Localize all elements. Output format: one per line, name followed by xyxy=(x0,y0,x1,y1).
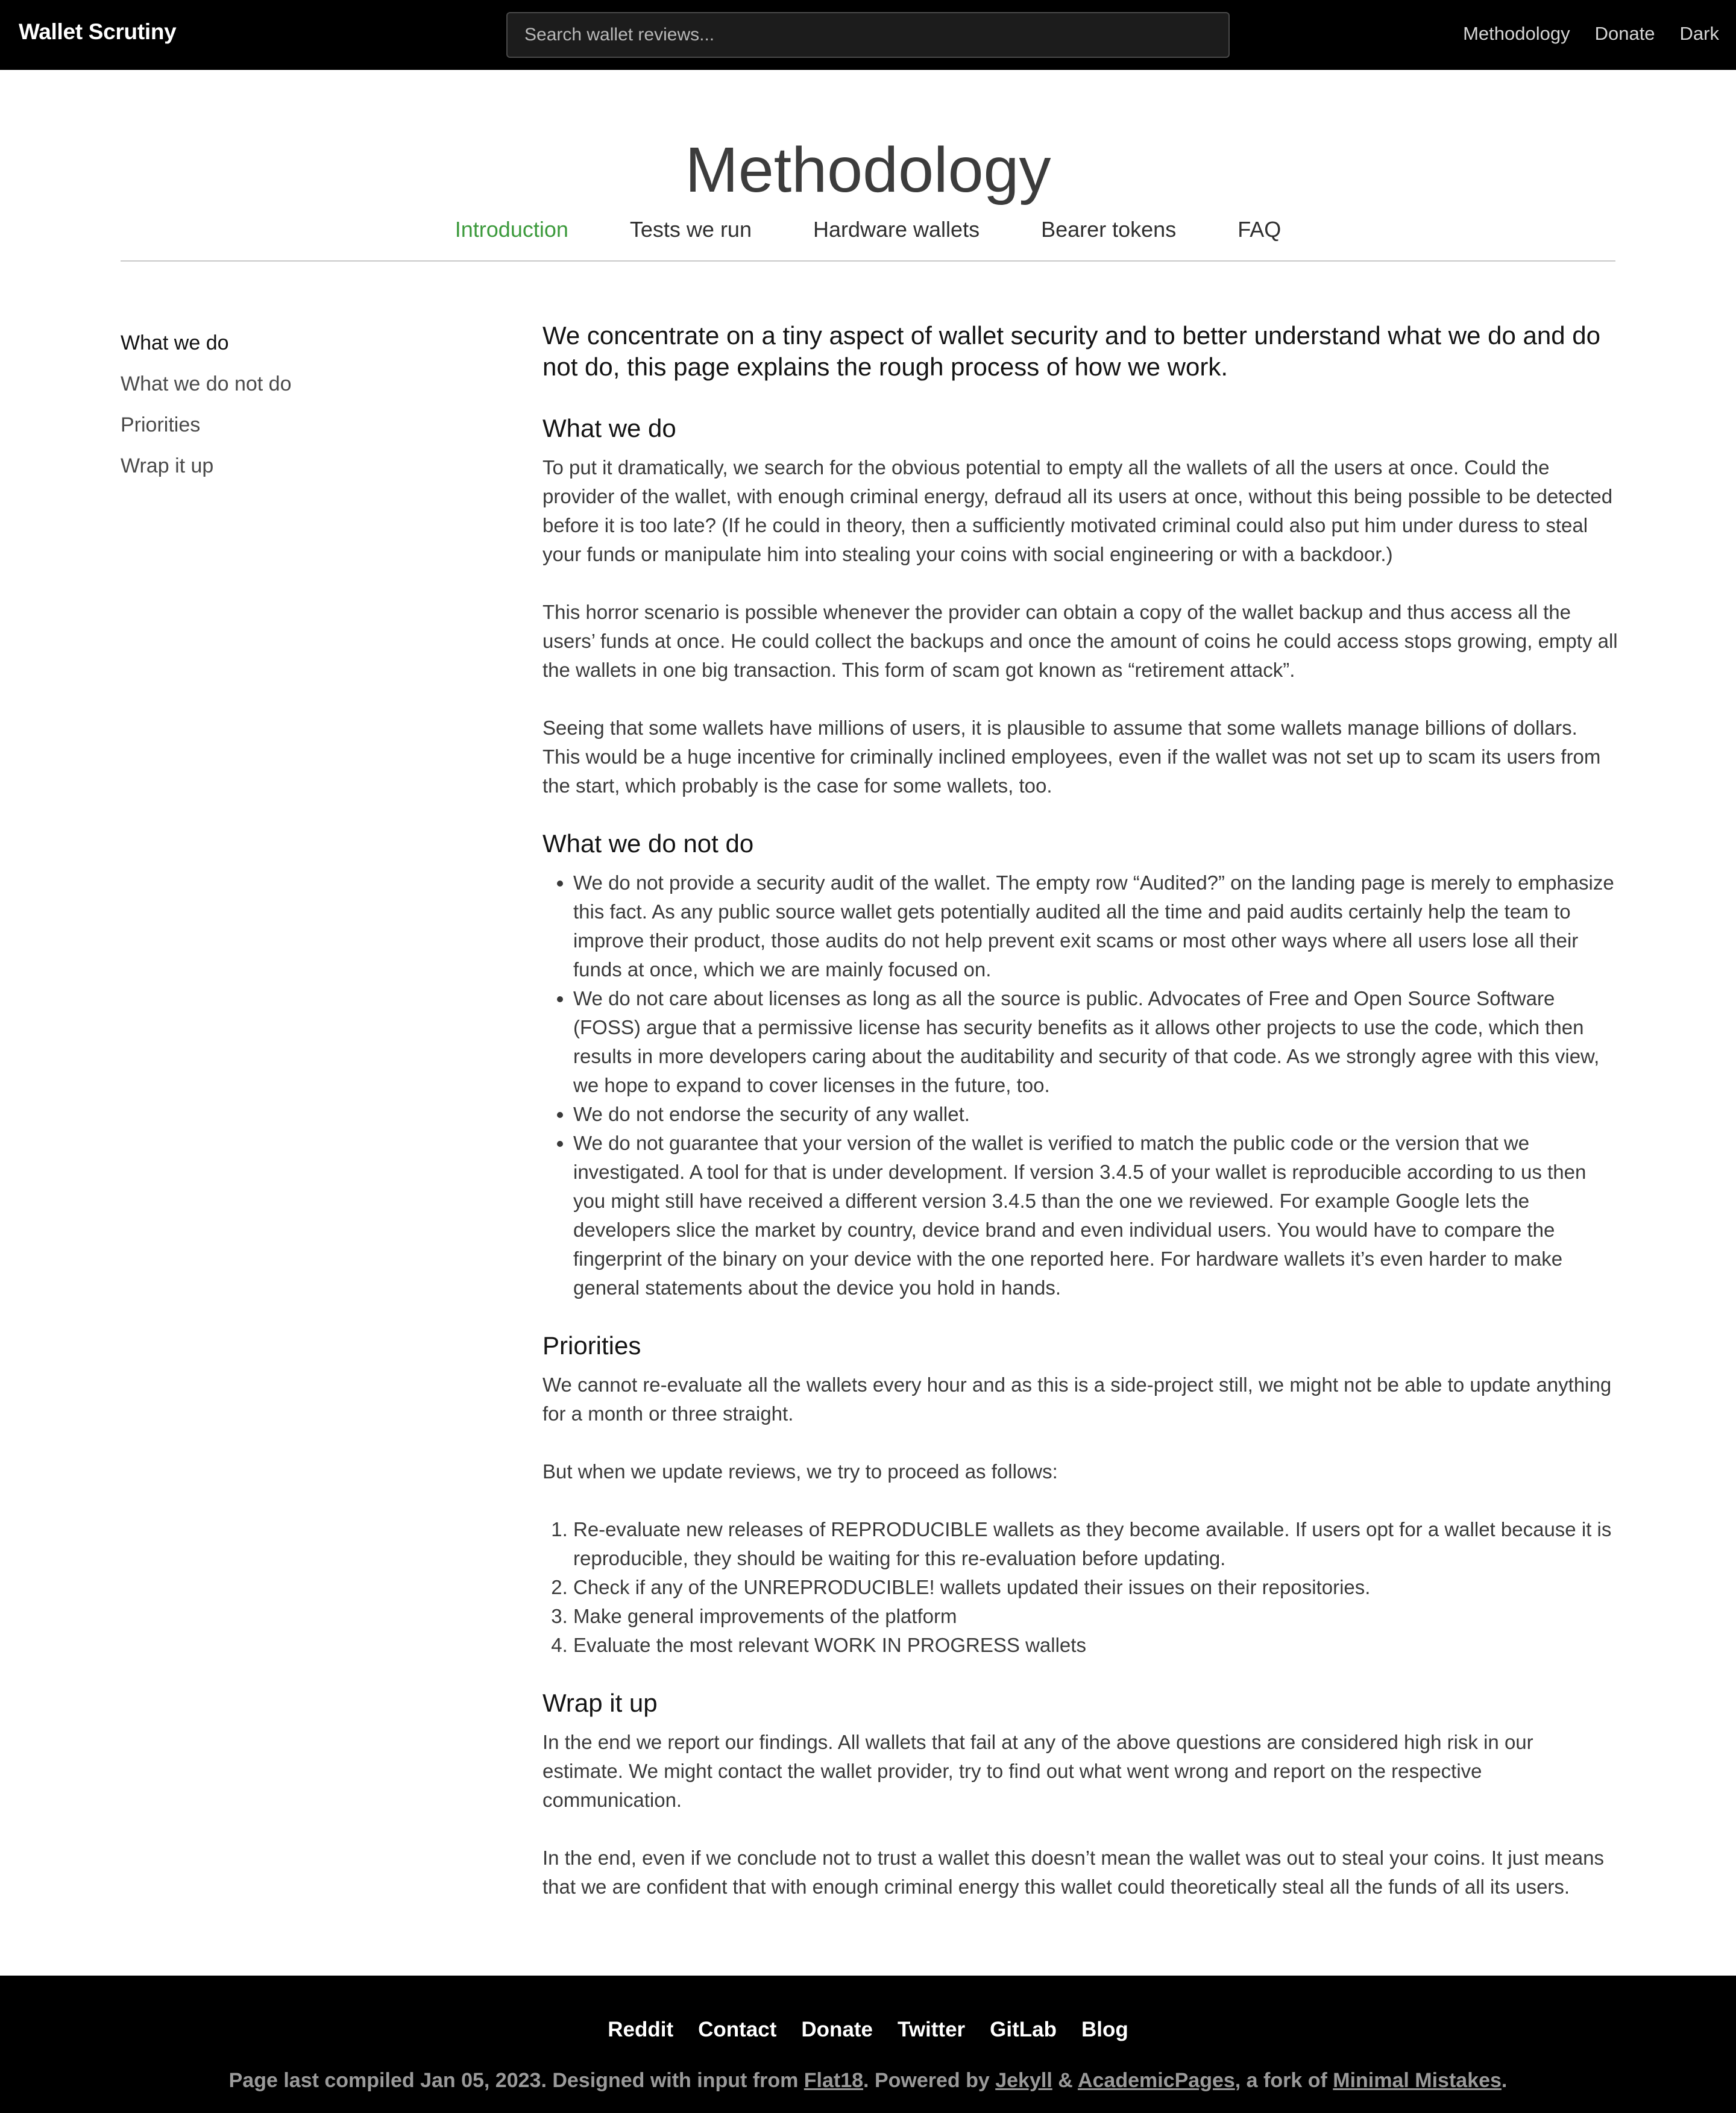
site-footer xyxy=(0,1976,1736,2113)
credits-text: . Powered by xyxy=(863,2069,990,2092)
paragraph: In the end, even if we conclude not to trust a wallet this doesn’t mean the wallet was out to steal your coins. It just means that we are confident that with enough criminal energy this wallet could theoretically steal all the funds of all its users. xyxy=(542,1847,1604,1898)
top-bar xyxy=(0,0,1736,70)
nav-donate[interactable]: Donate xyxy=(1594,23,1655,44)
heading-what-we-do: What we do xyxy=(542,414,676,442)
footer-link-blog[interactable]: Blog xyxy=(1081,2018,1128,2041)
list-item: • We do not endorse the security of any wallet. xyxy=(573,1100,1618,1129)
footer-link-twitter[interactable]: Twitter xyxy=(898,2018,966,2041)
credits-text: , a fork of xyxy=(1234,2069,1327,2092)
credits-link-academicpages[interactable]: AcademicPages xyxy=(1077,2069,1235,2092)
footer-link-contact[interactable]: Contact xyxy=(698,2018,777,2041)
tab-introduction[interactable]: Introduction xyxy=(454,217,568,242)
credits-link-jekyll[interactable]: Jekyll xyxy=(995,2069,1052,2092)
paragraph: Seeing that some wallets have millions of users, it is plausible to assume that some wallets manage billions of dollars. This would be a huge incentive for criminally inclined employees, even if the wallet was not set up to scam its users from the start, which probably is the case for some wallets, too. xyxy=(542,717,1601,797)
toc-item-what-we-do-not-do[interactable]: What we do not do xyxy=(121,372,292,395)
credits-text: Page last compiled Jan 05, 2023. Designed with input from xyxy=(228,2069,799,2092)
top-nav xyxy=(1463,23,1719,45)
header-divider xyxy=(121,260,1615,262)
list-item: 1. Re-evaluate new releases of REPRODUCIBLE wallets as they become available. If users opt for a wallet because it is reproducible, they should be waiting for this re-evaluation before updating. xyxy=(573,1515,1618,1573)
lead-paragraph: We concentrate on a tiny aspect of wallet security and to better understand what we do and do not do, this page explains the rough process of how we work. xyxy=(542,321,1600,381)
footer-link-gitlab[interactable]: GitLab xyxy=(990,2018,1057,2041)
list-item: 2. Check if any of the UNREPRODUCIBLE! wallets updated their issues on their repositories. xyxy=(573,1573,1618,1602)
paragraph: This horror scenario is possible whenever the provider can obtain a copy of the wallet backup and thus access all the users’ funds at once. He could collect the backups and once the amount of coins he could access stops growing, empty all the wallets in one big transaction. This form of scam got known as “retirement attack”. xyxy=(542,601,1618,681)
heading-priorities: Priorities xyxy=(542,1331,641,1360)
toc-sidebar xyxy=(121,322,292,486)
list-item: • We do not care about licenses as long as all the source is public. Advocates of Free and Open Source Software (FOSS) argue that a permissive license has security benefits as it allows other projects to use the code, which then results in more developers caring about the auditability and security of that code. As we strongly agree with this view, we hope to expand to cover licenses in the future, too. xyxy=(573,984,1618,1100)
tab-hardware-wallets[interactable]: Hardware wallets xyxy=(813,217,980,242)
toc-item-priorities[interactable]: Priorities xyxy=(121,413,201,436)
paragraph: In the end we report our findings. All wallets that fail at any of the above questions are considered high risk in our estimate. We might contact the wallet provider, try to find out what went wrong and report on the respective communication. xyxy=(542,1731,1533,1811)
nav-methodology[interactable]: Methodology xyxy=(1463,23,1570,44)
heading-what-we-do-not-do: What we do not do xyxy=(542,829,754,858)
credits-link-minimal-mistakes[interactable]: Minimal Mistakes xyxy=(1333,2069,1502,2092)
credits-text: . xyxy=(1501,2069,1508,2092)
list-item: 4. Evaluate the most relevant WORK IN PROGRESS wallets xyxy=(573,1631,1618,1660)
not-do-list xyxy=(542,868,1618,1302)
toc-item-wrap-it-up[interactable]: Wrap it up xyxy=(121,454,214,477)
list-item: 3. Make general improvements of the platform xyxy=(573,1602,1618,1631)
section-tabs xyxy=(0,217,1736,242)
credits-text: & xyxy=(1058,2069,1073,2092)
footer-link-donate[interactable]: Donate xyxy=(801,2018,873,2041)
page-title: Methodology xyxy=(685,134,1051,206)
paragraph: We cannot re-evaluate all the wallets every hour and as this is a side-project still, we might not be able to update anything for a month or three straight. xyxy=(542,1374,1612,1425)
paragraph: To put it dramatically, we search for the obvious potential to empty all the wallets of all the users at once. Could the provider of the wallet, with enough criminal energy, defraud all its users at once, without this being possible to be detected before it is too late? (If he could in theory, then a sufficiently motivated criminal could also put him under duress to steal your funds or manipulate him into stealing your coins with social engineering or with a backdoor.) xyxy=(542,456,1613,565)
tab-bearer-tokens[interactable]: Bearer tokens xyxy=(1041,217,1177,242)
tab-tests-we-run[interactable]: Tests we run xyxy=(629,217,752,242)
toc-item-what-we-do[interactable]: What we do xyxy=(121,331,229,354)
footer-links xyxy=(0,2018,1736,2042)
paragraph: But when we update reviews, we try to proceed as follows: xyxy=(542,1460,1058,1483)
site-logo[interactable]: Wallet Scrutiny xyxy=(19,19,177,44)
footer-link-reddit[interactable]: Reddit xyxy=(608,2018,674,2041)
tab-faq[interactable]: FAQ xyxy=(1238,217,1282,242)
article-content xyxy=(542,320,1618,1930)
search-input[interactable] xyxy=(506,12,1230,58)
footer-credits xyxy=(0,2069,1736,2093)
list-item: • We do not guarantee that your version of the wallet is verified to match the public code or the version that we investigated. A tool for that is under development. If version 3.4.5 of your wallet is reproducible according to us then you might still have received a different version 3.4.5 than the one we reviewed. For example Google lets the developers slice the market by country, device brand and even individual users. You would have to compare the fingerprint of the binary on your device with the one reported here. For hardware wallets it’s even harder to make general statements about the device you hold in hands. xyxy=(573,1129,1618,1302)
credits-link-flat18[interactable]: Flat18 xyxy=(804,2069,864,2092)
priority-steps xyxy=(542,1515,1618,1660)
list-item: • We do not provide a security audit of the wallet. The empty row “Audited?” on the landing page is merely to emphasize this fact. As any public source wallet gets potentially audited all the time and paid audits certainly help the team to improve their product, those audits do not help prevent exit scams or most other ways where all users lose all their funds at once, which we are mainly focused on. xyxy=(573,868,1618,984)
dark-mode-toggle[interactable]: Dark xyxy=(1679,23,1719,44)
heading-wrap-it-up: Wrap it up xyxy=(542,1689,658,1717)
